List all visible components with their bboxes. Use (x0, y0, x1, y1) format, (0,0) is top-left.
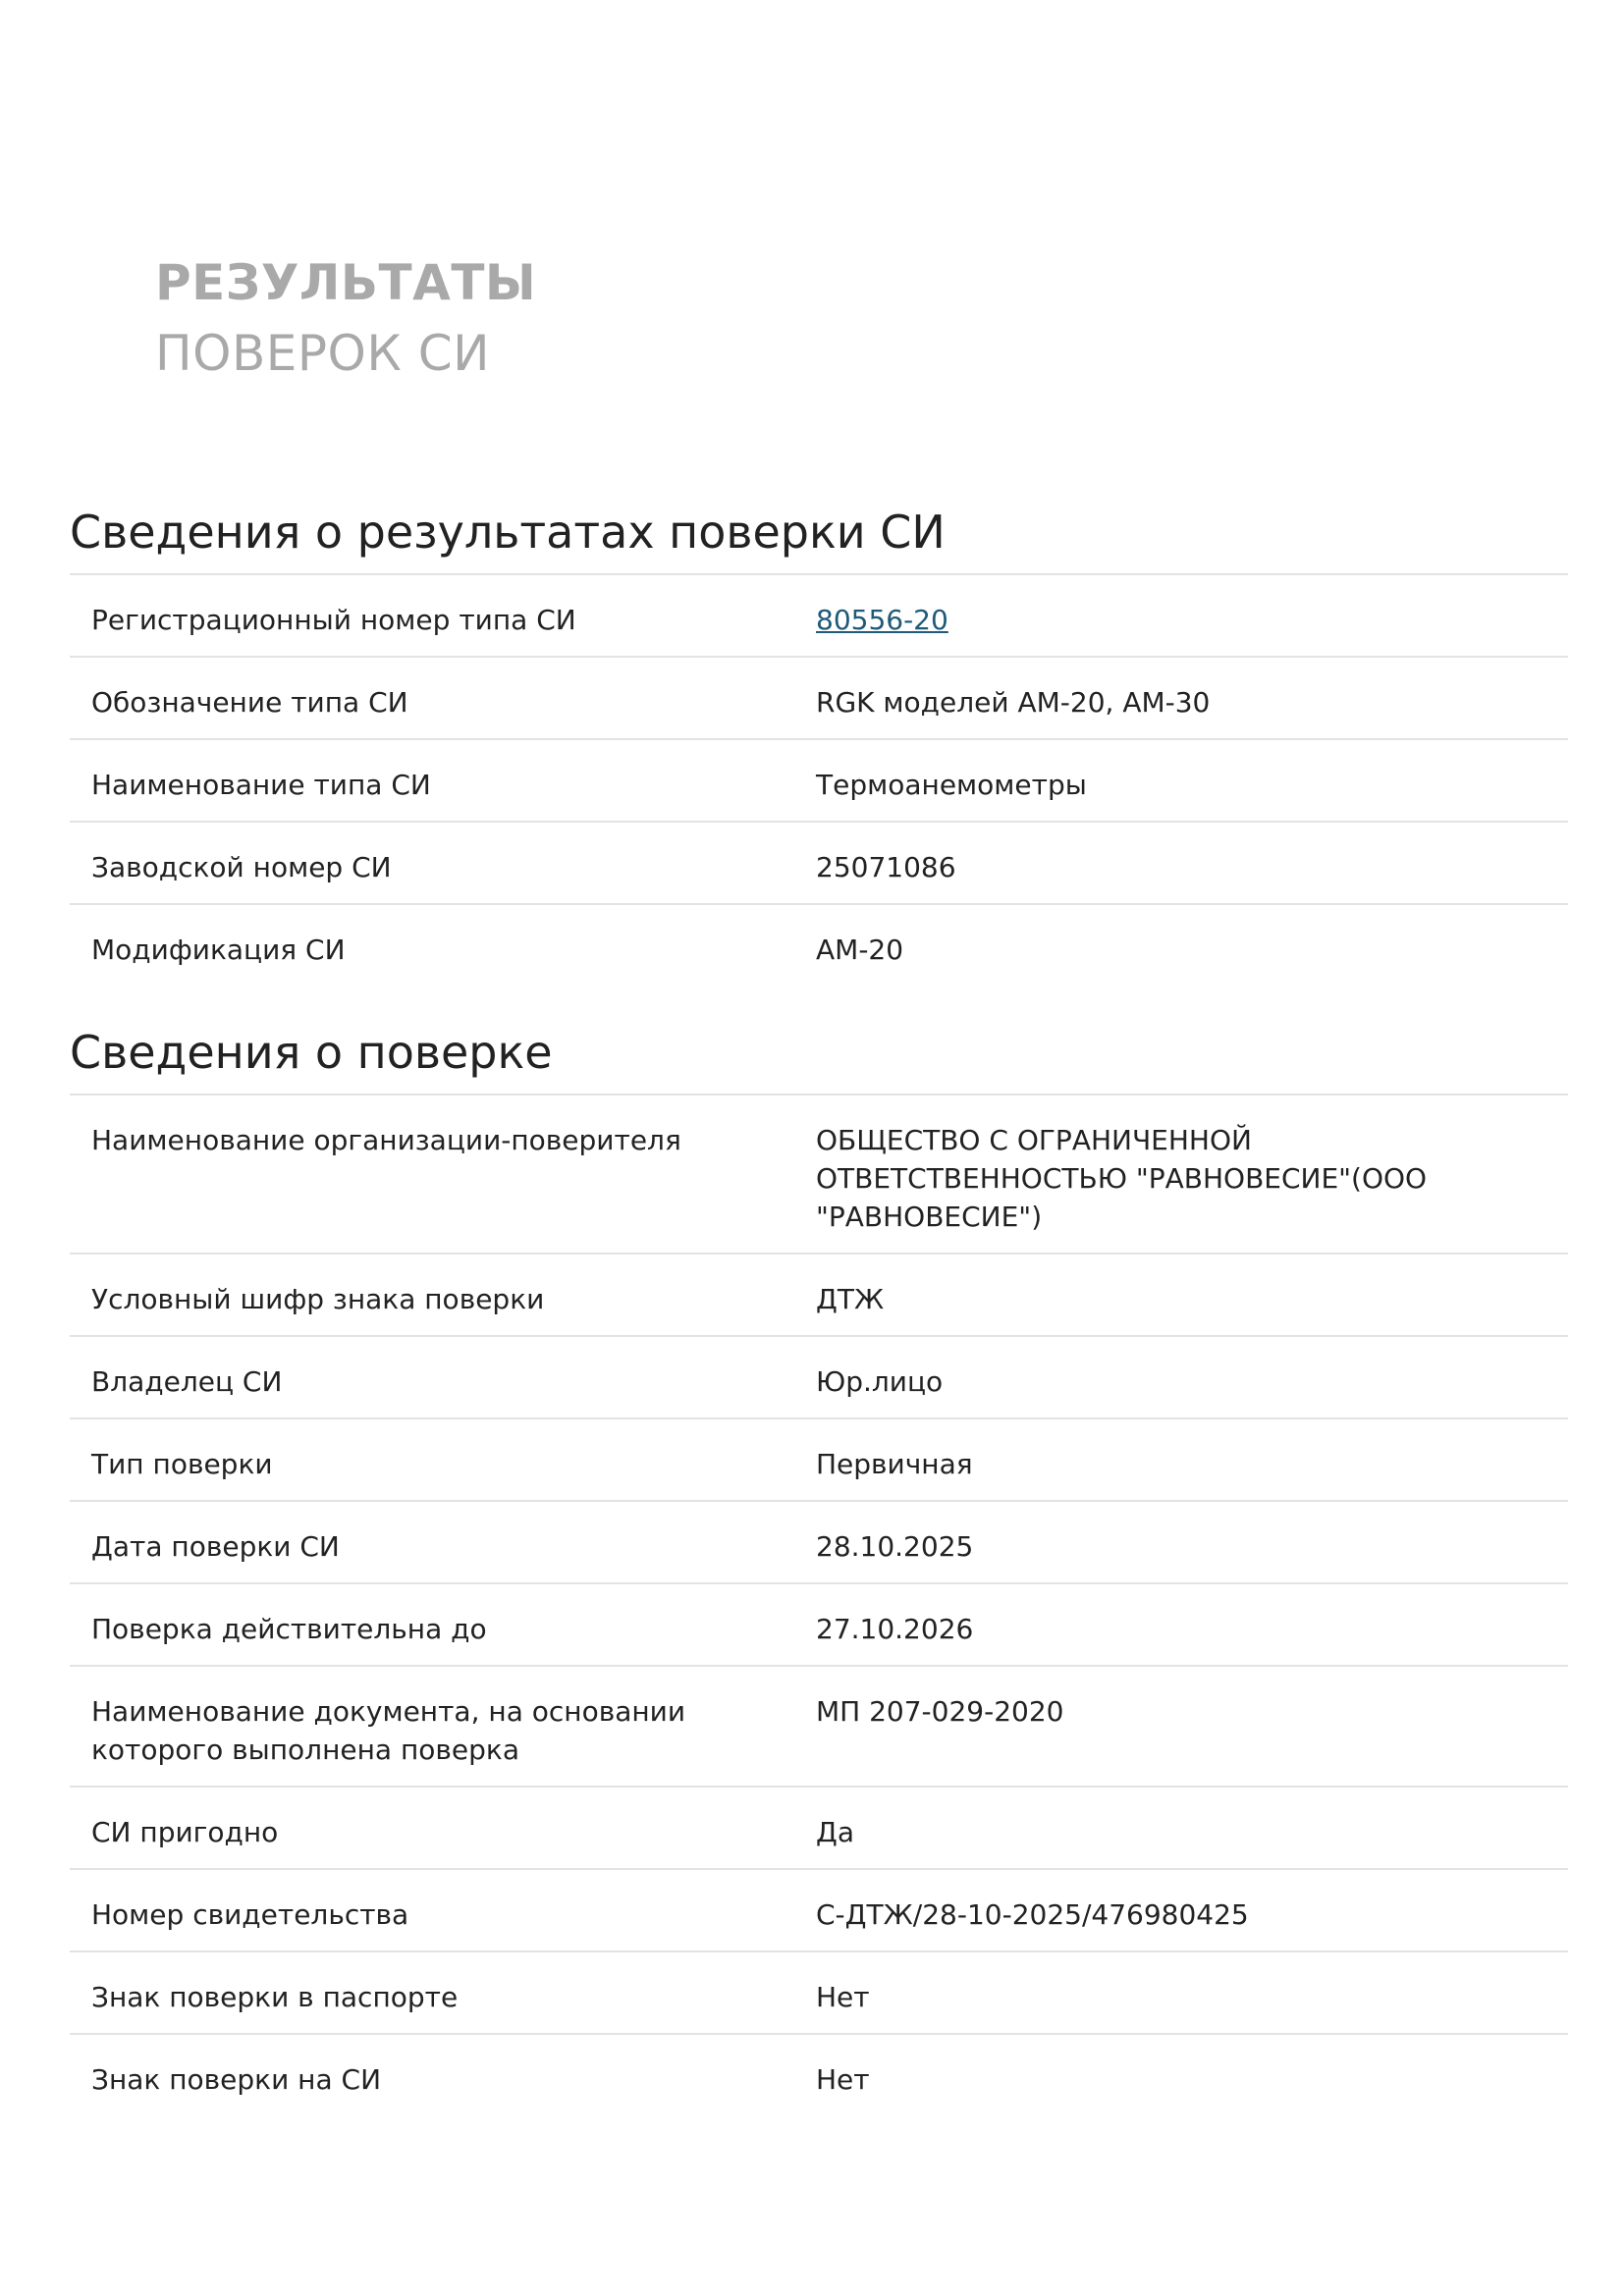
row-label: Модификация СИ (91, 934, 346, 966)
row-label: Наименование типа СИ (91, 769, 431, 801)
table-row (70, 1584, 1568, 1667)
row-label: СИ пригодно (91, 1816, 279, 1848)
row-label: Владелец СИ (91, 1365, 283, 1398)
row-label: Знак поверки в паспорте (91, 1981, 459, 2013)
row-label: Тип поверки (91, 1448, 273, 1480)
row-label: Наименование документа, на основании которого выполнена поверка (91, 1695, 686, 1766)
row-label: Наименование организации-поверителя (91, 1124, 681, 1156)
row-value: Нет (816, 2063, 870, 2096)
row-value (816, 601, 1568, 656)
row-label: Номер свидетельства (91, 1898, 409, 1931)
row-label: Регистрационный номер типа СИ (91, 604, 576, 636)
row-value: 28.10.2025 (816, 1530, 974, 1563)
table-row (70, 575, 1568, 658)
table-row (70, 1952, 1568, 2035)
row-value: 25071086 (816, 851, 956, 883)
registration-number-link[interactable]: 80556-20 (816, 604, 948, 636)
section-title: Сведения о поверке (70, 1017, 1568, 1095)
row-label: Поверка действительна до (91, 1613, 487, 1645)
row-value: МП 207-029-2020 (816, 1695, 1064, 1728)
row-value: С-ДТЖ/28-10-2025/476980425 (816, 1898, 1249, 1931)
row-label: Условный шифр знака поверки (91, 1283, 545, 1315)
row-value: 27.10.2026 (816, 1613, 974, 1645)
table-row (70, 905, 1568, 988)
table-row (70, 1255, 1568, 1337)
logo-line-1: РЕЗУЛЬТАТЫ (155, 254, 537, 311)
section-title: Сведения о результатах поверки СИ (70, 497, 1568, 575)
row-value: АМ-20 (816, 934, 904, 966)
table-row (70, 740, 1568, 823)
table-row (70, 1788, 1568, 1870)
site-logo (155, 247, 536, 389)
row-value: Нет (816, 1981, 870, 2013)
table-row (70, 1870, 1568, 1952)
table-row (70, 658, 1568, 740)
row-value: Юр.лицо (816, 1365, 944, 1398)
row-value: Первичная (816, 1448, 973, 1480)
row-label: Обозначение типа СИ (91, 686, 408, 719)
table-row (70, 2035, 1568, 2117)
section-verification-results (70, 497, 1568, 988)
row-value: ДТЖ (816, 1283, 885, 1315)
table-row (70, 1337, 1568, 1419)
row-value: Да (816, 1816, 855, 1848)
row-value: Термоанемометры (816, 769, 1087, 801)
row-label: Заводской номер СИ (91, 851, 392, 883)
row-value: ОБЩЕСТВО С ОГРАНИЧЕННОЙ ОТВЕТСТВЕННОСТЬЮ "РАВНОВЕСИЕ"(ООО "РАВНОВЕСИЕ") (816, 1124, 1428, 1233)
row-value: RGK моделей АМ-20, АМ-30 (816, 686, 1211, 719)
table-row (70, 1502, 1568, 1584)
table-row (70, 1419, 1568, 1502)
row-label: Знак поверки на СИ (91, 2063, 382, 2096)
table-row (70, 823, 1568, 905)
section-verification-info (70, 1017, 1568, 2117)
table-row (70, 1667, 1568, 1788)
logo-line-2: ПОВЕРОК СИ (155, 325, 491, 382)
row-label: Дата поверки СИ (91, 1530, 340, 1563)
table-row (70, 1095, 1568, 1255)
